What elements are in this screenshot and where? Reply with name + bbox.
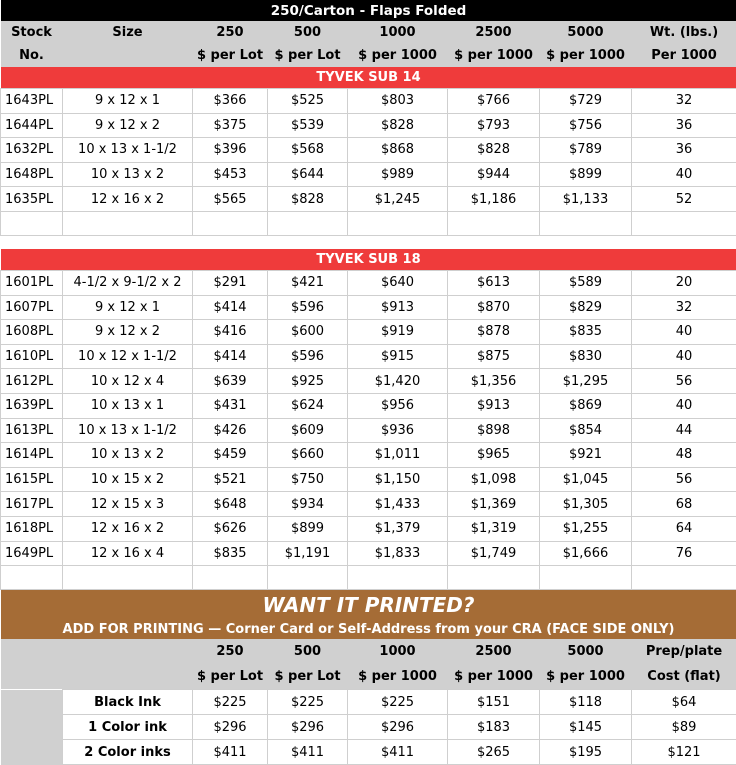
printing-subtitle-row: [1, 620, 736, 639]
table-row: [1, 418, 736, 443]
price-cell: $766: [448, 89, 540, 114]
empty-cell: [540, 566, 632, 590]
table-row: [1, 467, 736, 492]
price-cell: 40: [632, 344, 736, 369]
price-cell: $789: [540, 138, 632, 163]
stock-number: 1613PL: [1, 418, 63, 443]
price-cell: $521: [193, 467, 268, 492]
table-row: [1, 295, 736, 320]
size-cell: 10 x 13 x 1-1/2: [63, 418, 193, 443]
column-header: $ per 1000: [540, 664, 632, 690]
price-cell: $1,295: [540, 369, 632, 394]
price-cell: $151: [448, 690, 540, 715]
header-row1: [1, 21, 736, 44]
column-header: 5000: [540, 639, 632, 664]
printing-row: [1, 715, 736, 740]
ink-label: Black Ink: [63, 690, 193, 715]
column-header: 5000: [540, 21, 632, 44]
empty-cell: [63, 211, 193, 235]
size-cell: 10 x 15 x 2: [63, 467, 193, 492]
column-header: $ per Lot: [268, 664, 348, 690]
price-cell: 40: [632, 393, 736, 418]
ink-label: 1 Color ink: [63, 715, 193, 740]
price-cell: 20: [632, 270, 736, 295]
price-cell: $925: [268, 369, 348, 394]
table-row: [1, 138, 736, 163]
column-header: 250: [193, 639, 268, 664]
price-cell: $898: [448, 418, 540, 443]
price-cell: $965: [448, 443, 540, 468]
price-cell: $539: [268, 113, 348, 138]
size-cell: 9 x 12 x 2: [63, 113, 193, 138]
price-cell: $596: [268, 295, 348, 320]
price-cell: $828: [268, 187, 348, 212]
column-header: $ per Lot: [193, 664, 268, 690]
table-row: [1, 541, 736, 566]
header-row2: [1, 44, 736, 67]
spacer: [1, 235, 736, 249]
price-cell: $803: [348, 89, 448, 114]
column-header: $ per Lot: [193, 44, 268, 67]
stock-number: 1639PL: [1, 393, 63, 418]
size-cell: 10 x 12 x 1-1/2: [63, 344, 193, 369]
price-cell: $878: [448, 320, 540, 345]
price-cell: $750: [268, 467, 348, 492]
size-cell: 12 x 16 x 2: [63, 516, 193, 541]
section-title: TYVEK SUB 14: [1, 67, 736, 89]
stock-number: 1635PL: [1, 187, 63, 212]
price-cell: $1,833: [348, 541, 448, 566]
empty-cell: [448, 211, 540, 235]
column-header: $ per 1000: [448, 44, 540, 67]
stock-number: 1607PL: [1, 295, 63, 320]
column-header: Prep/plate: [632, 639, 736, 664]
price-cell: $989: [348, 162, 448, 187]
price-cell: $1,150: [348, 467, 448, 492]
price-cell: $944: [448, 162, 540, 187]
table-row: [1, 344, 736, 369]
price-cell: $624: [268, 393, 348, 418]
size-cell: 10 x 13 x 2: [63, 443, 193, 468]
column-header: $ per 1000: [348, 44, 448, 67]
empty-cell: [1, 740, 63, 765]
printing-header-row1: [1, 639, 736, 664]
column-header: Wt. (lbs.): [632, 21, 736, 44]
column-header: [63, 44, 193, 67]
price-cell: $1,133: [540, 187, 632, 212]
price-cell: $1,420: [348, 369, 448, 394]
price-cell: 36: [632, 113, 736, 138]
price-cell: $600: [268, 320, 348, 345]
price-cell: 40: [632, 320, 736, 345]
blank-row: [1, 566, 736, 590]
price-cell: $589: [540, 270, 632, 295]
size-cell: 12 x 16 x 4: [63, 541, 193, 566]
column-header: No.: [1, 44, 63, 67]
price-cell: 52: [632, 187, 736, 212]
price-cell: $899: [540, 162, 632, 187]
empty-cell: [268, 566, 348, 590]
empty-cell: [540, 211, 632, 235]
table-row: [1, 187, 736, 212]
banner-title: 250/Carton - Flaps Folded: [1, 0, 736, 21]
price-cell: $1,319: [448, 516, 540, 541]
stock-number: 1601PL: [1, 270, 63, 295]
empty-cell: [348, 211, 448, 235]
price-cell: $1,045: [540, 467, 632, 492]
stock-number: 1632PL: [1, 138, 63, 163]
table-row: [1, 162, 736, 187]
price-cell: $934: [268, 492, 348, 517]
price-cell: $835: [540, 320, 632, 345]
price-cell: $1,191: [268, 541, 348, 566]
stock-number: 1643PL: [1, 89, 63, 114]
price-cell: $89: [632, 715, 736, 740]
price-cell: $956: [348, 393, 448, 418]
price-cell: $1,011: [348, 443, 448, 468]
price-cell: $1,749: [448, 541, 540, 566]
size-cell: 10 x 13 x 2: [63, 162, 193, 187]
price-cell: $875: [448, 344, 540, 369]
stock-number: 1644PL: [1, 113, 63, 138]
size-cell: 10 x 12 x 4: [63, 369, 193, 394]
price-cell: 68: [632, 492, 736, 517]
size-cell: 4-1/2 x 9-1/2 x 2: [63, 270, 193, 295]
table-row: [1, 393, 736, 418]
printing-subtitle: ADD FOR PRINTING — Corner Card or Self-Address from your CRA (FACE SIDE ONLY): [1, 620, 736, 639]
price-cell: $225: [348, 690, 448, 715]
price-cell: $296: [193, 715, 268, 740]
printing-row: [1, 740, 736, 765]
price-cell: $936: [348, 418, 448, 443]
column-header: Size: [63, 21, 193, 44]
price-cell: $830: [540, 344, 632, 369]
price-cell: $375: [193, 113, 268, 138]
price-cell: $459: [193, 443, 268, 468]
column-header: Stock: [1, 21, 63, 44]
price-cell: $291: [193, 270, 268, 295]
size-cell: 9 x 12 x 1: [63, 89, 193, 114]
size-cell: 10 x 13 x 1: [63, 393, 193, 418]
price-cell: $1,186: [448, 187, 540, 212]
price-cell: $1,379: [348, 516, 448, 541]
stock-number: 1608PL: [1, 320, 63, 345]
price-cell: $828: [348, 113, 448, 138]
stock-number: 1617PL: [1, 492, 63, 517]
price-cell: $640: [348, 270, 448, 295]
column-header: $ per 1000: [540, 44, 632, 67]
table-row: [1, 492, 736, 517]
price-cell: $416: [193, 320, 268, 345]
empty-cell: [268, 211, 348, 235]
price-cell: $793: [448, 113, 540, 138]
price-cell: $453: [193, 162, 268, 187]
stock-number: 1610PL: [1, 344, 63, 369]
empty-cell: [63, 566, 193, 590]
column-header: Cost (flat): [632, 664, 736, 690]
column-header: 1000: [348, 639, 448, 664]
price-cell: $626: [193, 516, 268, 541]
column-header: 1000: [348, 21, 448, 44]
price-cell: $835: [193, 541, 268, 566]
price-cell: 44: [632, 418, 736, 443]
price-cell: $648: [193, 492, 268, 517]
printing-row: [1, 690, 736, 715]
price-cell: $1,369: [448, 492, 540, 517]
price-cell: $121: [632, 740, 736, 765]
price-cell: $296: [268, 715, 348, 740]
section-header: [1, 249, 736, 271]
price-cell: 32: [632, 89, 736, 114]
column-header: $ per Lot: [268, 44, 348, 67]
price-cell: 56: [632, 467, 736, 492]
price-cell: $411: [193, 740, 268, 765]
price-cell: $118: [540, 690, 632, 715]
empty-cell: [1, 566, 63, 590]
price-cell: $568: [268, 138, 348, 163]
price-cell: $296: [348, 715, 448, 740]
empty-cell: [632, 566, 736, 590]
size-cell: 12 x 16 x 2: [63, 187, 193, 212]
stock-number: 1648PL: [1, 162, 63, 187]
section-title: TYVEK SUB 18: [1, 249, 736, 271]
price-cell: $869: [540, 393, 632, 418]
price-cell: $854: [540, 418, 632, 443]
empty-cell: [1, 690, 63, 715]
stock-number: 1612PL: [1, 369, 63, 394]
price-cell: $411: [348, 740, 448, 765]
table-row: [1, 270, 736, 295]
printing-title-row: [1, 590, 736, 621]
price-cell: $1,666: [540, 541, 632, 566]
price-cell: $609: [268, 418, 348, 443]
empty-cell: [632, 211, 736, 235]
price-cell: $899: [268, 516, 348, 541]
empty-cell: [1, 715, 63, 740]
column-header: $ per 1000: [448, 664, 540, 690]
column-header: 250: [193, 21, 268, 44]
price-cell: $729: [540, 89, 632, 114]
table-row: [1, 516, 736, 541]
price-cell: 32: [632, 295, 736, 320]
stock-number: 1615PL: [1, 467, 63, 492]
table-row: [1, 320, 736, 345]
stock-number: 1618PL: [1, 516, 63, 541]
column-header: 500: [268, 639, 348, 664]
price-cell: 48: [632, 443, 736, 468]
price-cell: $421: [268, 270, 348, 295]
column-header: 500: [268, 21, 348, 44]
stock-number: 1649PL: [1, 541, 63, 566]
price-cell: 56: [632, 369, 736, 394]
price-cell: $414: [193, 295, 268, 320]
price-cell: $660: [268, 443, 348, 468]
price-cell: $829: [540, 295, 632, 320]
price-cell: $1,255: [540, 516, 632, 541]
spacer-row: [1, 235, 736, 249]
empty-cell: [348, 566, 448, 590]
column-header: $ per 1000: [348, 664, 448, 690]
printing-title: WANT IT PRINTED?: [1, 590, 736, 621]
price-cell: 64: [632, 516, 736, 541]
price-cell: $915: [348, 344, 448, 369]
price-cell: $396: [193, 138, 268, 163]
empty-cell: [1, 639, 193, 664]
size-cell: 12 x 15 x 3: [63, 492, 193, 517]
price-cell: $913: [448, 393, 540, 418]
column-header: 2500: [448, 21, 540, 44]
price-cell: $1,356: [448, 369, 540, 394]
price-cell: $411: [268, 740, 348, 765]
size-cell: 10 x 13 x 1-1/2: [63, 138, 193, 163]
price-cell: $565: [193, 187, 268, 212]
empty-cell: [1, 211, 63, 235]
price-cell: $366: [193, 89, 268, 114]
size-cell: 9 x 12 x 1: [63, 295, 193, 320]
price-cell: $1,433: [348, 492, 448, 517]
size-cell: 9 x 12 x 2: [63, 320, 193, 345]
price-cell: $525: [268, 89, 348, 114]
price-cell: $145: [540, 715, 632, 740]
price-cell: $870: [448, 295, 540, 320]
section-header: [1, 67, 736, 89]
price-cell: $265: [448, 740, 540, 765]
empty-cell: [448, 566, 540, 590]
price-cell: $921: [540, 443, 632, 468]
price-cell: $183: [448, 715, 540, 740]
table-row: [1, 443, 736, 468]
price-cell: $644: [268, 162, 348, 187]
price-cell: $225: [268, 690, 348, 715]
table-row: [1, 89, 736, 114]
table-row: [1, 113, 736, 138]
blank-row: [1, 211, 736, 235]
price-cell: 40: [632, 162, 736, 187]
printing-header-row2: [1, 664, 736, 690]
empty-cell: [193, 211, 268, 235]
price-cell: $639: [193, 369, 268, 394]
empty-cell: [1, 664, 193, 690]
price-cell: $1,305: [540, 492, 632, 517]
column-header: Per 1000: [632, 44, 736, 67]
empty-cell: [193, 566, 268, 590]
ink-label: 2 Color inks: [63, 740, 193, 765]
price-cell: $225: [193, 690, 268, 715]
price-cell: $596: [268, 344, 348, 369]
price-cell: $1,245: [348, 187, 448, 212]
table-row: [1, 369, 736, 394]
column-header: 2500: [448, 639, 540, 664]
price-cell: $426: [193, 418, 268, 443]
price-cell: $1,098: [448, 467, 540, 492]
price-cell: $414: [193, 344, 268, 369]
price-cell: 36: [632, 138, 736, 163]
price-cell: $868: [348, 138, 448, 163]
price-cell: $613: [448, 270, 540, 295]
stock-number: 1614PL: [1, 443, 63, 468]
banner-row: [1, 0, 736, 21]
price-cell: $431: [193, 393, 268, 418]
price-cell: $828: [448, 138, 540, 163]
price-cell: $913: [348, 295, 448, 320]
price-cell: $756: [540, 113, 632, 138]
price-cell: $919: [348, 320, 448, 345]
price-cell: 76: [632, 541, 736, 566]
price-cell: $64: [632, 690, 736, 715]
price-cell: $195: [540, 740, 632, 765]
